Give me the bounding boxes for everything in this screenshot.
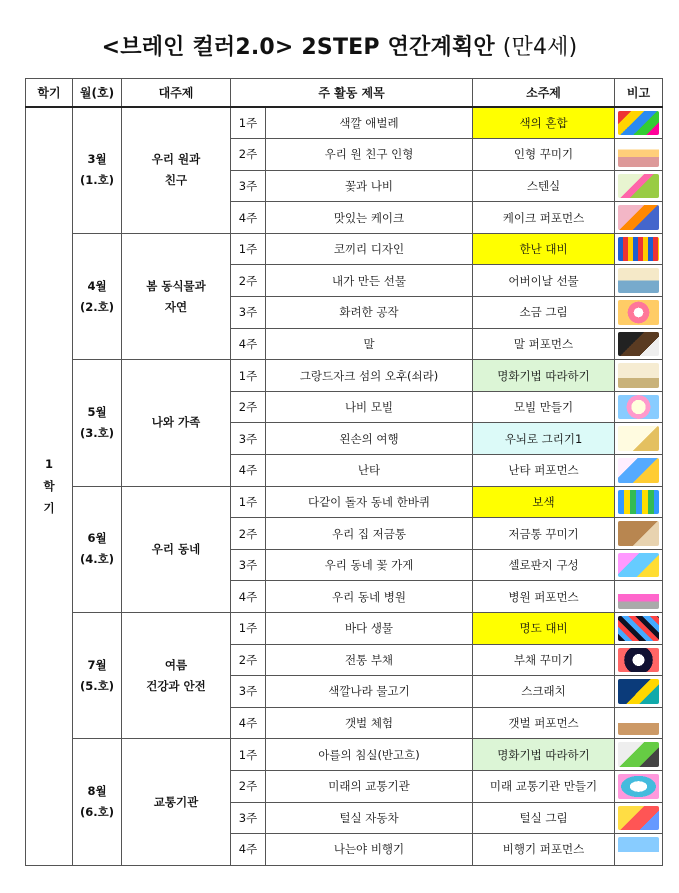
header-main-theme: 대주제 bbox=[122, 79, 231, 108]
subtopic-cell: 모빌 만들기 bbox=[473, 391, 615, 423]
main-theme-line: 우리 원과 bbox=[151, 152, 201, 167]
week-cell: 2주 bbox=[231, 770, 266, 802]
note-cell bbox=[615, 391, 663, 423]
semester-text: 1 bbox=[44, 457, 53, 472]
week-cell: 2주 bbox=[231, 265, 266, 297]
week-cell: 4주 bbox=[231, 707, 266, 739]
activity-cell: 아를의 침실(반고흐) bbox=[266, 739, 473, 771]
note-cell bbox=[615, 455, 663, 487]
gift-image bbox=[618, 268, 659, 293]
semester-text: 기 bbox=[43, 501, 55, 516]
note-cell bbox=[615, 644, 663, 676]
note-cell bbox=[615, 170, 663, 202]
week-cell: 3주 bbox=[231, 170, 266, 202]
main-theme-line: 교통기관 bbox=[153, 794, 199, 809]
table-row bbox=[26, 739, 663, 771]
activity-cell: 왼손의 여행 bbox=[266, 423, 473, 455]
note-cell bbox=[615, 581, 663, 613]
piggy-bank-image bbox=[618, 521, 659, 546]
title-main: <브레인 컬러2.0> 2STEP 연간계획안 bbox=[101, 35, 495, 60]
airplane-image bbox=[618, 837, 659, 862]
main-theme-cell bbox=[122, 739, 231, 865]
semester-text: 학 bbox=[43, 479, 55, 494]
note-cell bbox=[615, 770, 663, 802]
subtopic-cell: 스크래치 bbox=[473, 676, 615, 708]
subtopic-cell: 병원 퍼포먼스 bbox=[473, 581, 615, 613]
issue-label: (4.호) bbox=[80, 552, 114, 567]
month-cell bbox=[73, 739, 122, 865]
main-theme-cell bbox=[122, 486, 231, 612]
issue-label: (2.호) bbox=[80, 299, 114, 314]
month-cell bbox=[73, 107, 122, 233]
activity-cell: 전통 부채 bbox=[266, 644, 473, 676]
mobile-image bbox=[618, 395, 659, 420]
note-cell bbox=[615, 834, 663, 866]
activity-cell: 우리 동네 병원 bbox=[266, 581, 473, 613]
note-cell bbox=[615, 486, 663, 518]
activity-cell: 난타 bbox=[266, 455, 473, 487]
subtopic-cell: 명화기법 따라하기 bbox=[473, 739, 615, 771]
stencil-image bbox=[618, 174, 659, 199]
activity-cell: 우리 집 저금통 bbox=[266, 518, 473, 550]
subtopic-cell: 한난 대비 bbox=[473, 233, 615, 265]
week-cell: 1주 bbox=[231, 486, 266, 518]
subtopic-cell: 케이크 퍼포먼스 bbox=[473, 202, 615, 234]
note-cell bbox=[615, 202, 663, 234]
week-cell: 2주 bbox=[231, 139, 266, 171]
subtopic-cell: 셀로판지 구성 bbox=[473, 549, 615, 581]
flower-shop-image bbox=[618, 553, 659, 578]
subtopic-cell: 털실 그림 bbox=[473, 802, 615, 834]
fan-image bbox=[618, 648, 659, 673]
page-title bbox=[0, 30, 679, 61]
month-label: 6월 bbox=[87, 531, 107, 546]
subtopic-cell: 우뇌로 그리기1 bbox=[473, 423, 615, 455]
main-theme-line: 나와 가족 bbox=[151, 415, 201, 430]
activity-cell: 코끼리 디자인 bbox=[266, 233, 473, 265]
activity-cell: 꽃과 나비 bbox=[266, 170, 473, 202]
table-row bbox=[26, 486, 663, 518]
activity-cell: 우리 원 친구 인형 bbox=[266, 139, 473, 171]
week-cell: 4주 bbox=[231, 455, 266, 487]
peacock-image bbox=[618, 300, 659, 325]
week-cell: 1주 bbox=[231, 739, 266, 771]
table-row bbox=[26, 107, 663, 139]
activity-cell: 화려한 공작 bbox=[266, 297, 473, 329]
note-cell bbox=[615, 739, 663, 771]
activity-cell: 나비 모빌 bbox=[266, 391, 473, 423]
issue-label: (1.호) bbox=[80, 173, 114, 188]
main-theme-cell bbox=[122, 233, 231, 359]
header-semester: 학기 bbox=[26, 79, 73, 108]
left-hand-image bbox=[618, 426, 659, 451]
month-label: 5월 bbox=[87, 404, 107, 419]
note-cell bbox=[615, 107, 663, 139]
month-cell bbox=[73, 613, 122, 739]
main-theme-cell bbox=[122, 613, 231, 739]
van-gogh-image bbox=[618, 742, 659, 767]
scratch-fish-image bbox=[618, 679, 659, 704]
activity-cell: 바다 생물 bbox=[266, 613, 473, 645]
header-subtopic: 소주제 bbox=[473, 79, 615, 108]
hospital-image bbox=[618, 584, 659, 609]
week-cell: 1주 bbox=[231, 233, 266, 265]
subtopic-cell: 명화기법 따라하기 bbox=[473, 360, 615, 392]
color-mixing-image bbox=[618, 111, 659, 135]
note-cell bbox=[615, 328, 663, 360]
nanta-image bbox=[618, 458, 659, 483]
activity-cell: 우리 동네 꽃 가게 bbox=[266, 549, 473, 581]
issue-label: (6.호) bbox=[80, 805, 114, 820]
table-row bbox=[26, 613, 663, 645]
activity-cell: 색깔 애벌레 bbox=[266, 107, 473, 139]
month-cell bbox=[73, 233, 122, 359]
activity-cell: 색깔나라 물고기 bbox=[266, 676, 473, 708]
header-activity: 주 활동 제목 bbox=[231, 79, 473, 108]
week-cell: 3주 bbox=[231, 297, 266, 329]
main-theme-line: 우리 동네 bbox=[151, 541, 201, 556]
subtopic-cell: 갯벌 퍼포먼스 bbox=[473, 707, 615, 739]
main-theme-line: 봄 동식물과 bbox=[146, 278, 206, 293]
subtopic-cell: 소금 그림 bbox=[473, 297, 615, 329]
note-cell bbox=[615, 265, 663, 297]
subtopic-cell: 말 퍼포먼스 bbox=[473, 328, 615, 360]
table-row bbox=[26, 233, 663, 265]
week-cell: 3주 bbox=[231, 423, 266, 455]
week-cell: 2주 bbox=[231, 644, 266, 676]
yarn-car-image bbox=[618, 806, 659, 831]
month-cell bbox=[73, 486, 122, 612]
note-cell bbox=[615, 139, 663, 171]
month-label: 7월 bbox=[87, 657, 107, 672]
subtopic-cell: 미래 교통기관 만들기 bbox=[473, 770, 615, 802]
semester-cell bbox=[26, 107, 73, 865]
subtopic-cell: 명도 대비 bbox=[473, 613, 615, 645]
month-label: 8월 bbox=[87, 784, 107, 799]
subtopic-cell: 난타 퍼포먼스 bbox=[473, 455, 615, 487]
header-note: 비고 bbox=[615, 79, 663, 108]
subtopic-cell: 부채 꾸미기 bbox=[473, 644, 615, 676]
week-cell: 3주 bbox=[231, 802, 266, 834]
sea-creature-image bbox=[618, 616, 659, 641]
activity-cell: 털실 자동차 bbox=[266, 802, 473, 834]
week-cell: 4주 bbox=[231, 328, 266, 360]
note-cell bbox=[615, 233, 663, 265]
header-row bbox=[26, 79, 663, 108]
main-theme-line: 여름 bbox=[164, 657, 188, 672]
week-cell: 2주 bbox=[231, 518, 266, 550]
note-cell bbox=[615, 613, 663, 645]
main-theme-line: 건강과 안전 bbox=[146, 678, 206, 693]
activity-cell: 갯벌 체험 bbox=[266, 707, 473, 739]
subtopic-cell: 보색 bbox=[473, 486, 615, 518]
main-theme-line: 친구 bbox=[164, 173, 188, 188]
main-theme-cell bbox=[122, 107, 231, 233]
mudflat-image bbox=[618, 711, 659, 736]
week-cell: 4주 bbox=[231, 834, 266, 866]
note-cell bbox=[615, 297, 663, 329]
week-cell: 4주 bbox=[231, 581, 266, 613]
cake-image bbox=[618, 205, 659, 230]
subtopic-cell: 색의 혼합 bbox=[473, 107, 615, 139]
subtopic-cell: 어버이날 선물 bbox=[473, 265, 615, 297]
table-row bbox=[26, 360, 663, 392]
month-cell bbox=[73, 360, 122, 486]
week-cell: 1주 bbox=[231, 107, 266, 139]
week-cell: 1주 bbox=[231, 360, 266, 392]
week-cell: 3주 bbox=[231, 676, 266, 708]
annual-plan-table bbox=[25, 78, 663, 866]
title-sub: (만4세) bbox=[502, 35, 578, 60]
activity-cell: 맛있는 케이크 bbox=[266, 202, 473, 234]
activity-cell: 말 bbox=[266, 328, 473, 360]
note-cell bbox=[615, 423, 663, 455]
note-cell bbox=[615, 518, 663, 550]
week-cell: 1주 bbox=[231, 613, 266, 645]
month-label: 3월 bbox=[87, 152, 107, 167]
activity-cell: 그랑드자크 섬의 오후(쇠라) bbox=[266, 360, 473, 392]
activity-cell: 나는야 비행기 bbox=[266, 834, 473, 866]
subtopic-cell: 저금통 꾸미기 bbox=[473, 518, 615, 550]
activity-cell: 다같이 돌자 동네 한바퀴 bbox=[266, 486, 473, 518]
seurat-image bbox=[618, 363, 659, 388]
subtopic-cell: 인형 꾸미기 bbox=[473, 139, 615, 171]
main-theme-cell bbox=[122, 360, 231, 486]
note-cell bbox=[615, 676, 663, 708]
issue-label: (5.호) bbox=[80, 678, 114, 693]
month-label: 4월 bbox=[87, 278, 107, 293]
issue-label: (3.호) bbox=[80, 425, 114, 440]
activity-cell: 미래의 교통기관 bbox=[266, 770, 473, 802]
week-cell: 2주 bbox=[231, 391, 266, 423]
town-image bbox=[618, 490, 659, 515]
week-cell: 4주 bbox=[231, 202, 266, 234]
horse-image bbox=[618, 332, 659, 357]
note-cell bbox=[615, 360, 663, 392]
note-cell bbox=[615, 707, 663, 739]
header-month: 월(호) bbox=[73, 79, 122, 108]
future-vehicle-image bbox=[618, 774, 659, 799]
activity-cell: 내가 만든 선물 bbox=[266, 265, 473, 297]
subtopic-cell: 스텐실 bbox=[473, 170, 615, 202]
note-cell bbox=[615, 549, 663, 581]
elephant-image bbox=[618, 237, 659, 262]
plan-body bbox=[26, 79, 663, 866]
week-cell: 3주 bbox=[231, 549, 266, 581]
note-cell bbox=[615, 802, 663, 834]
doll-image bbox=[618, 142, 659, 167]
main-theme-line: 자연 bbox=[164, 299, 188, 314]
subtopic-cell: 비행기 퍼포먼스 bbox=[473, 834, 615, 866]
